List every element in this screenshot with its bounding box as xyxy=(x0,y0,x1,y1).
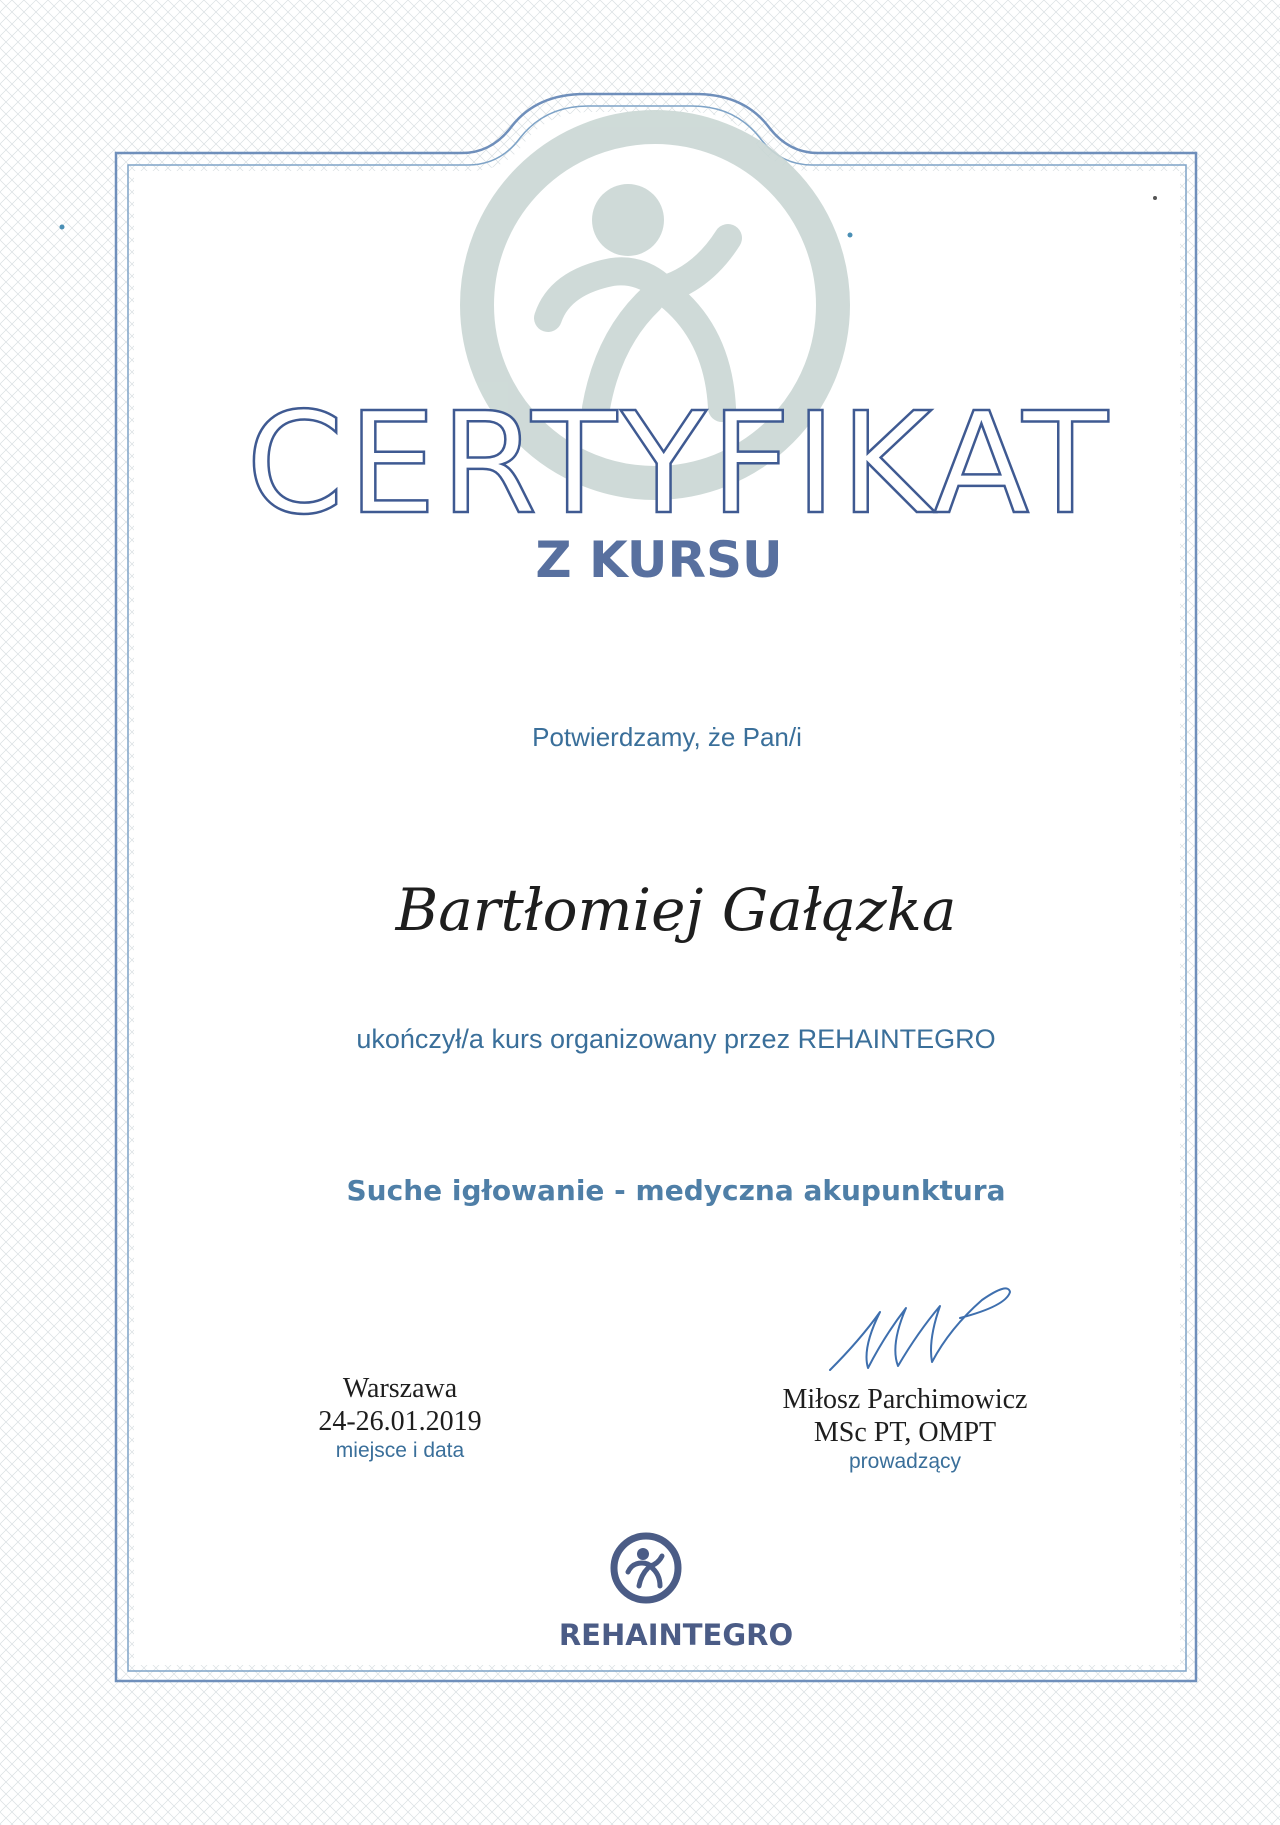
instructor-credentials: MSc PT, OMPT xyxy=(813,1417,997,1448)
certificate-title: CERTYFIKAT xyxy=(246,383,1112,546)
instructor-info xyxy=(740,1383,1070,1475)
recipient-name: Bartłomiej Gałązka xyxy=(395,876,957,944)
decorative-dot xyxy=(60,225,65,230)
date: 24-26.01.2019 xyxy=(318,1406,482,1437)
instructor-signature xyxy=(810,1270,1030,1380)
decorative-dot xyxy=(848,233,853,238)
instructor-name: Miłosz Parchimowicz xyxy=(782,1384,1028,1415)
completion-text: ukończył/a kurs organizowany przez REHAINTEGRO xyxy=(356,1024,996,1054)
certificate-subtitle: Z KURSU xyxy=(535,531,783,589)
brand-name: REHAINTEGRO xyxy=(558,1618,794,1652)
place-and-date xyxy=(270,1372,530,1464)
place-date-caption: miejsce i data xyxy=(335,1439,465,1462)
course-name: Suche igłowanie - medyczna akupunktura xyxy=(346,1174,1006,1207)
instructor-caption: prowadzący xyxy=(848,1450,962,1473)
confirmation-text: Potwierdzamy, że Pan/i xyxy=(532,722,802,752)
decorative-dot xyxy=(1153,196,1157,200)
city: Warszawa xyxy=(342,1373,458,1404)
rehaintegro-logo-icon xyxy=(608,1530,684,1606)
